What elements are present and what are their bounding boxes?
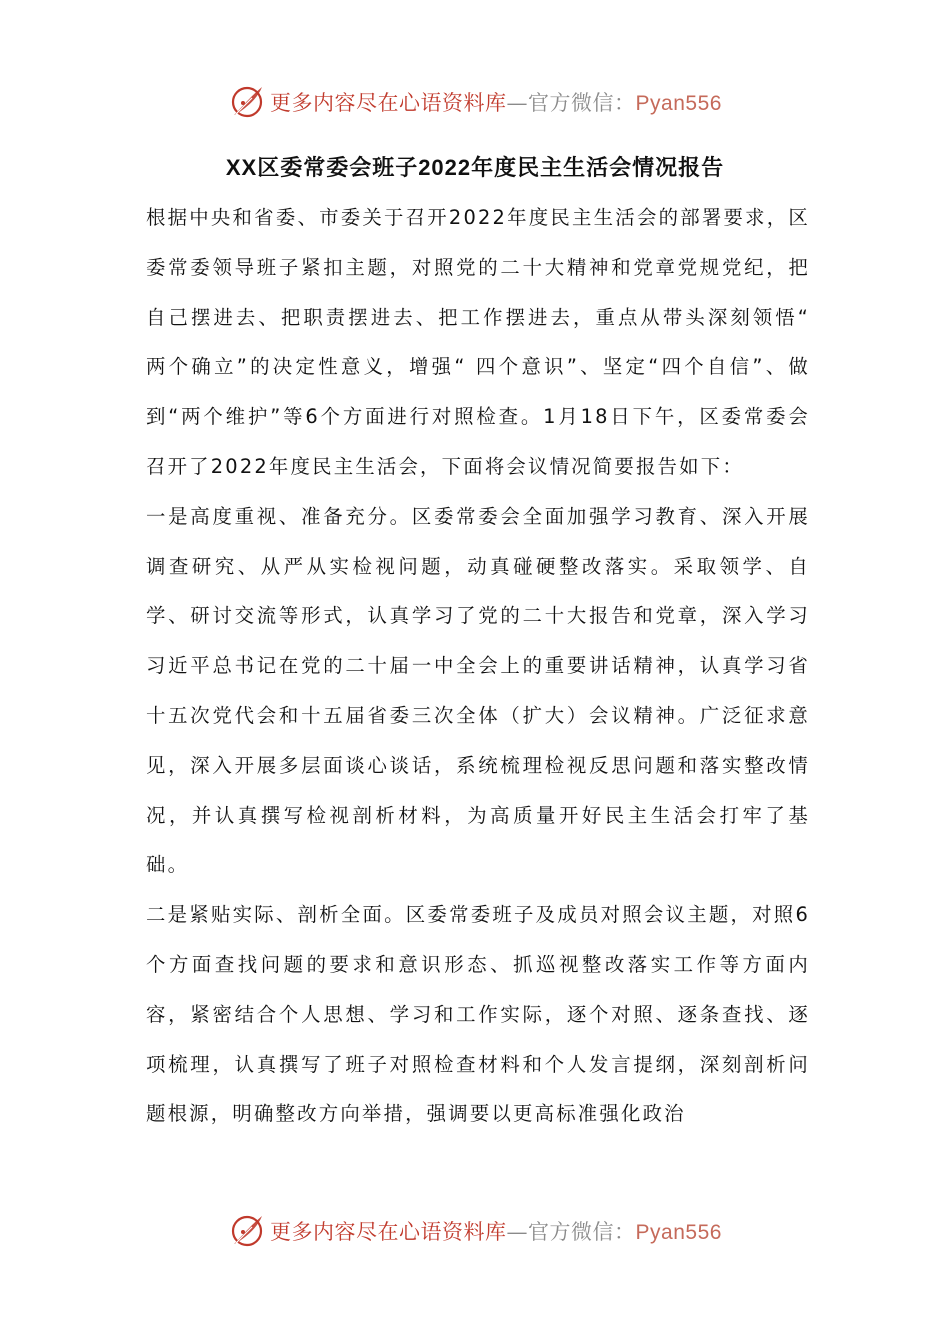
watermark-text [270,1216,722,1246]
watermark-wechat-label: 官方微信： [528,91,636,115]
watermark-slogan: 更多内容尽在心语资料库 [270,1220,507,1244]
paragraph-intro: 根据中央和省委、市委关于召开2022年度民主生活会的部署要求，区委常委领导班子紧扣主题，对照党的二十大精神和党章党规党纪，把自己摆进去、把职责摆进去、把工作摆进去，重点从带头深刻领悟“ 两个确立”的决定性意义，增强“ 四个意识”、坚定“四个自信”、做到“两个维护”等6个方面进行对照检查。1月18日下午，区委常委会召开了2022年度民主生活会，下面将会议情况简要报告如下： [146,206,810,478]
watermark-wechat-id: Pyan556 [635,1221,722,1244]
watermark-slogan: 更多内容尽在心语资料库 [270,91,507,115]
watermark-wechat-id: Pyan556 [635,92,722,115]
paragraph-section-2: 二是紧贴实际、剖析全面。区委常委班子及成员对照会议主题，对照6个方面查找问题的要求和意识形态、抓巡视整改落实工作等方面内容，紧密结合个人思想、学习和工作实际，逐个对照、逐条查找、逐项梳理，认真撰写了班子对照检查材料和个人发言提纲，深刻剖析问题根源，明确整改方向举措，强调要以更高标准强化政治 [146,903,810,1126]
document-body [146,193,810,1139]
paragraph-section-1: 一是高度重视、准备充分。区委常委会全面加强学习教育、深入开展调查研究、从严从实检视问题，动真碰硬整改落实。采取领学、自学、研讨交流等形式，认真学习了党的二十大报告和党章，深入学习习近平总书记在党的二十届一中全会上的重要讲话精神，认真学习省十五次党代会和十五届省委三次全体（扩大）会议精神。广泛征求意见，深入开展多层面谈心谈话，系统梳理检视反思问题和落实整改情况，并认真撰写检视剖析材料，为高质量开好民主生活会打牢了基础。 [146,504,810,877]
watermark-separator: — [506,91,529,115]
watermark-separator: — [506,1220,529,1244]
document-title: XX区委常委会班子2022年度民主生活会情况报告 [225,155,725,180]
header-watermark-banner [0,80,950,124]
watermark-text [270,87,722,117]
footer-watermark-banner [0,1209,950,1253]
quill-logo-icon [228,83,266,121]
watermark-wechat-label: 官方微信： [528,1220,636,1244]
quill-logo-icon [228,1212,266,1250]
